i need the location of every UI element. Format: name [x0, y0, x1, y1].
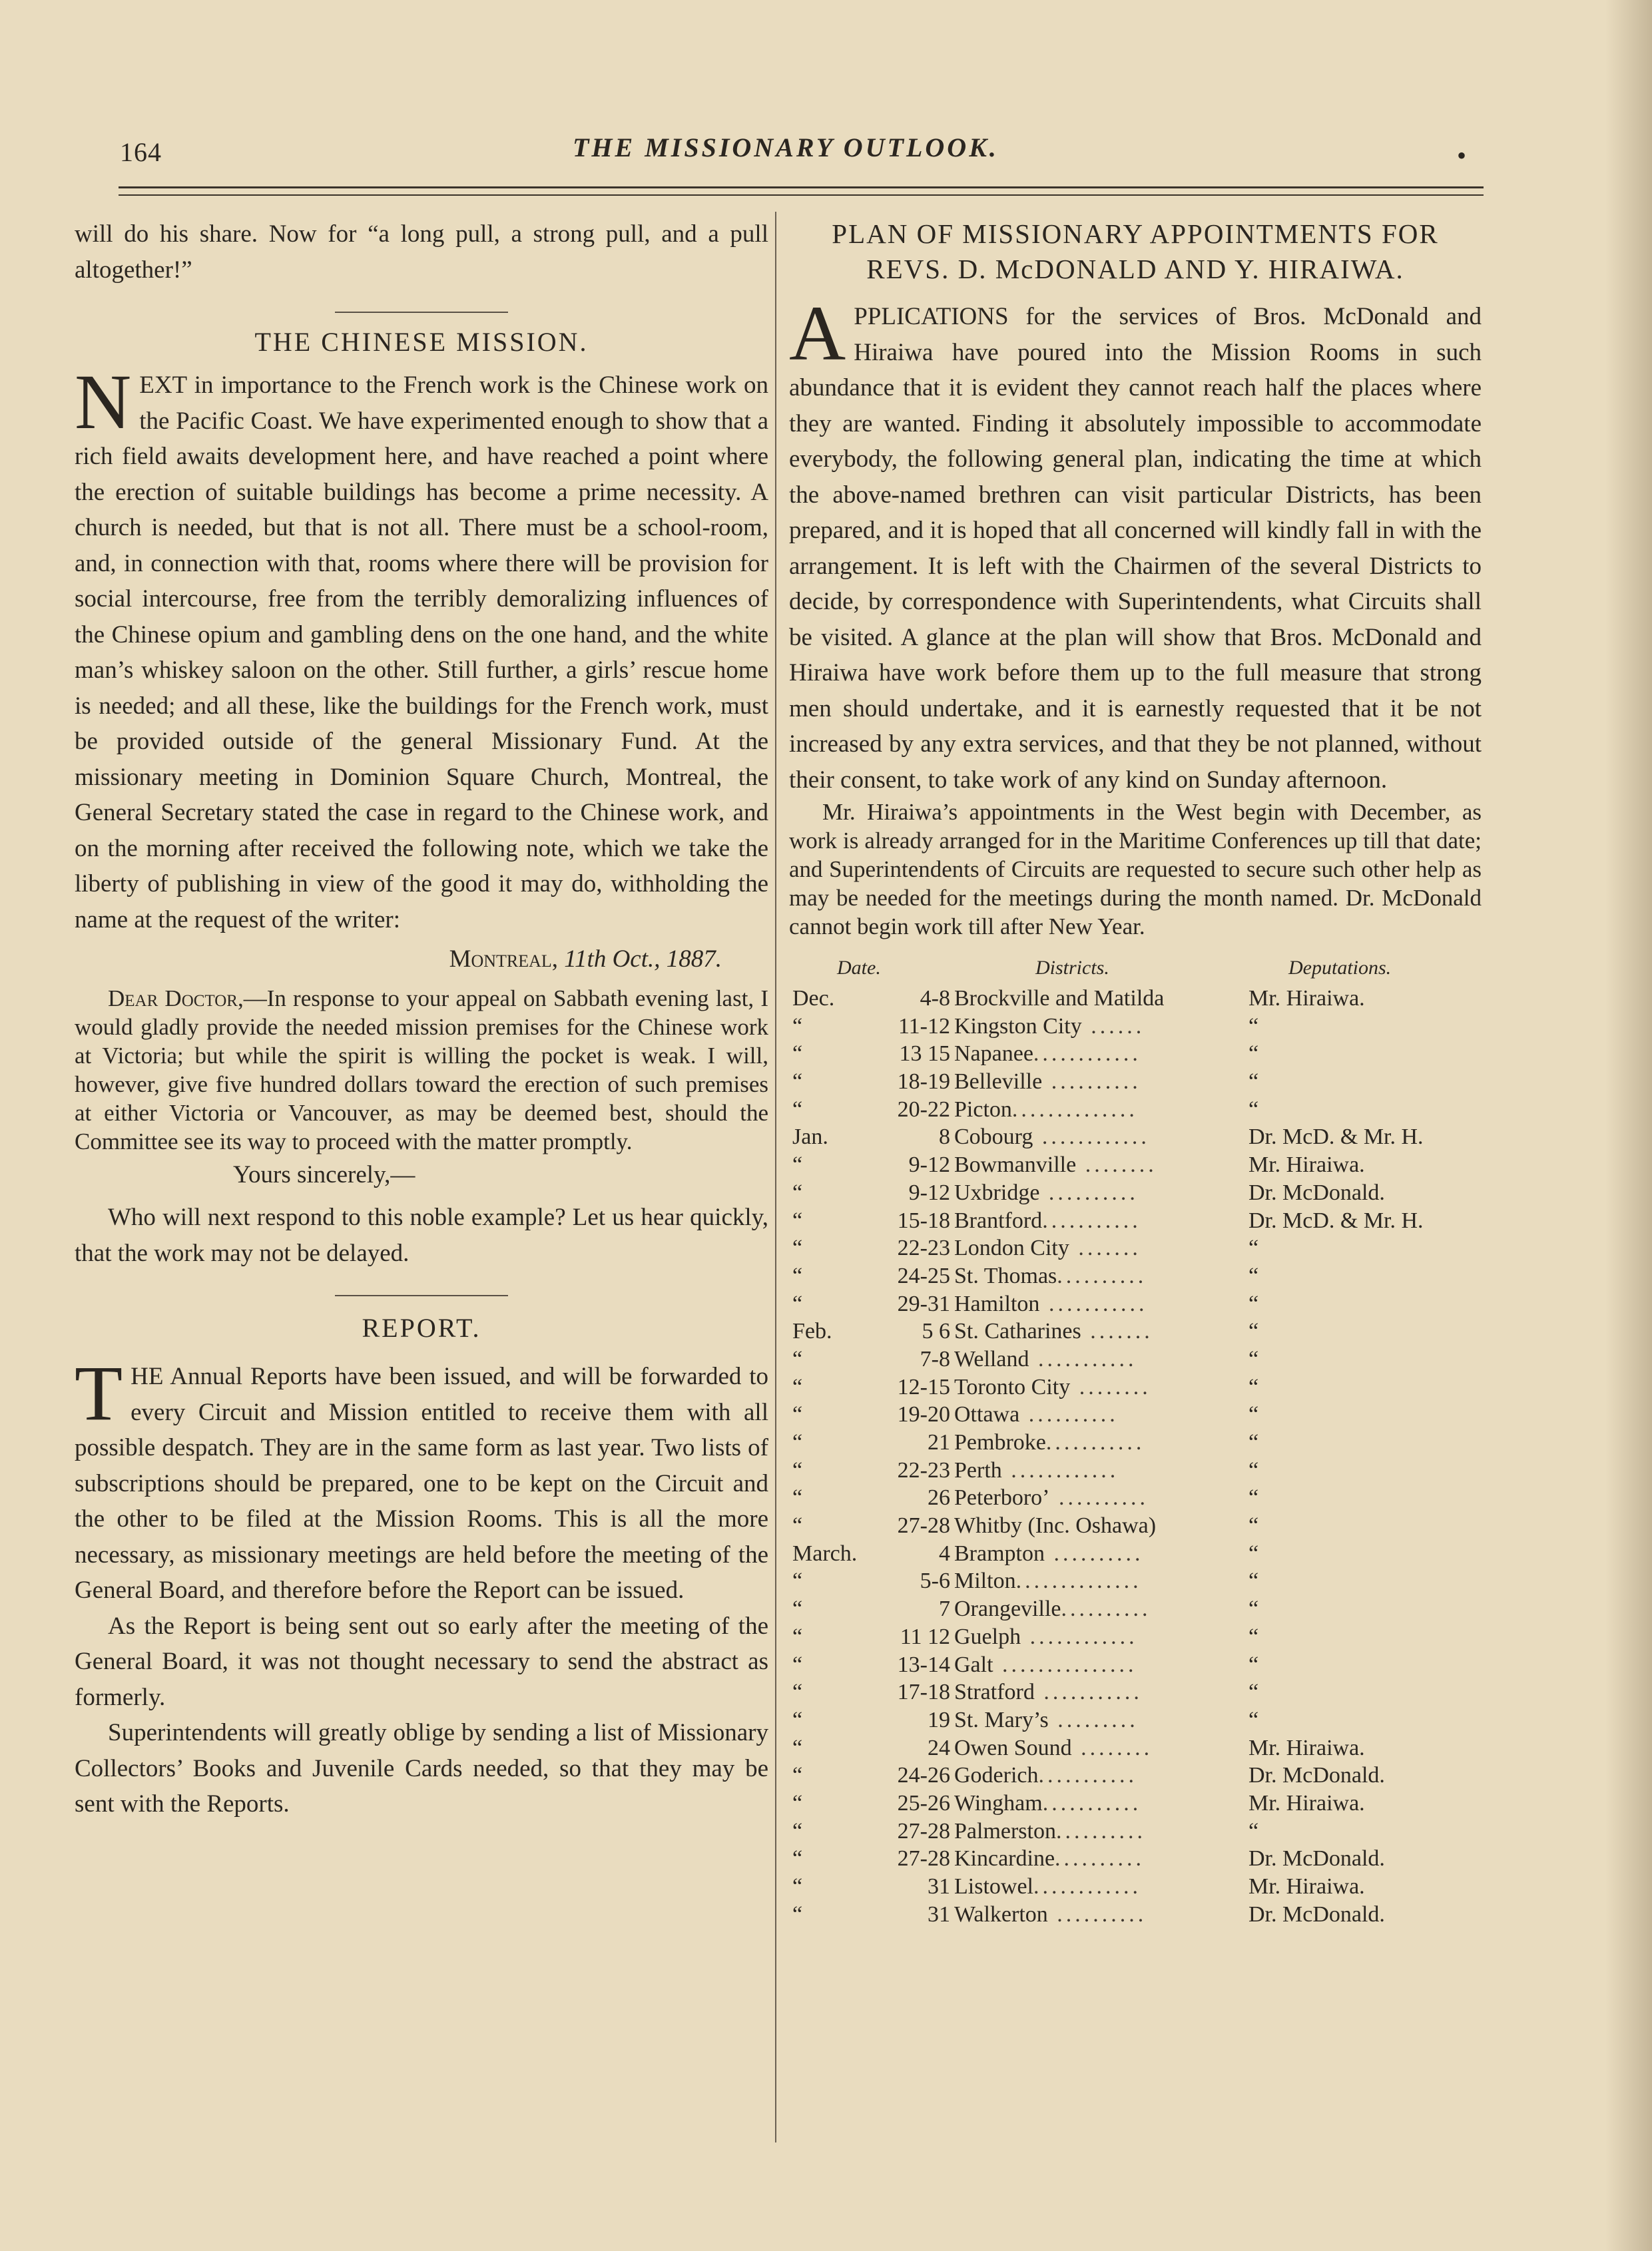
letter-text: —In response to your appeal on Sabbath evening last, I would gladly provide the needed mission premises for the Chinese work at Victoria; but while the spirit is willing the pocket is weak. I will, however, give five hundred dollars toward the erection of such premises at either Victoria or Vancouver, as may be deemed best, should the Committee see its way to proceed with the matter promptly.: [75, 985, 768, 1154]
schedule-row: [789, 1457, 1482, 1485]
schedule-row: [789, 1013, 1482, 1041]
schedule-deputation: “: [1248, 1069, 1259, 1095]
schedule-deputation: “: [1248, 1569, 1259, 1594]
dot-leader: ...........: [1042, 1208, 1141, 1233]
dot-leader: ..........: [1049, 1485, 1149, 1511]
schedule-district-name: Napanee: [954, 1041, 1033, 1067]
schedule-district-name: Belleville: [954, 1069, 1043, 1095]
schedule-days: 12-15: [897, 1374, 950, 1399]
report-body: [75, 1350, 768, 1609]
schedule-days: 4-8: [920, 986, 950, 1011]
schedule-district-name: Brantford: [954, 1208, 1043, 1233]
dot-leader: ..........: [1057, 1263, 1147, 1288]
schedule-row: [789, 1123, 1482, 1151]
letter-salutation: Dear Doctor,: [108, 985, 244, 1011]
schedule-days: 17-18: [897, 1680, 950, 1705]
schedule-deputation: “: [1248, 1624, 1259, 1649]
plan-paragraph-2-wrap: [789, 798, 1482, 941]
schedule-days: 22-23: [897, 1236, 950, 1261]
schedule-days: 24-25: [897, 1263, 950, 1288]
schedule-days: 19: [928, 1707, 950, 1732]
dateline-date: 11th Oct., 1887.: [564, 945, 722, 973]
schedule-district-name: Listowel: [954, 1874, 1033, 1899]
schedule-deputation: “: [1248, 1041, 1259, 1067]
schedule-deputation: Dr. McD. & Mr. H.: [1248, 1208, 1424, 1233]
letter-dateline: [75, 940, 768, 979]
dot-leader: ............: [1033, 1874, 1141, 1899]
dot-leader: ...........: [1045, 1430, 1145, 1455]
schedule-month: “: [792, 1652, 803, 1677]
dot-leader: ........: [1070, 1374, 1151, 1399]
schedule-deputation: “: [1248, 1680, 1259, 1705]
dot-leader: .......: [1081, 1319, 1153, 1344]
schedule-days: 27-28: [897, 1513, 950, 1539]
schedule-month: “: [792, 1763, 803, 1788]
schedule-days: 9-12: [908, 1152, 950, 1178]
schedule-month: “: [792, 1901, 803, 1927]
chinese-mission-text: EXT in importance to the French work is the Chinese work on the Pacific Coast. We have experimented enough to show that a rich field awaits development here, and have reached a point where the erection of suitable buildings has become a prime necessity. A church is needed, but that is not all. There must be a school-room, and, in connection with that, rooms where there will be provision for social intercourse, free from the terribly demoralizing influences of the Chinese opium and gambling dens on the one hand, and the white man’s whiskey saloon on the other. Still further, a girls’ rescue home is needed; and all these, like the buildings for the French work, must be provided outside of the general Missionary Fund. At the missionary meeting in Dominion Square Church, Montreal, the General Secretary stated the case in regard to the Chinese work, and on the morning after received the following note, which we take the liberty of publishing in view of the good it may do, withholding the name at the request of the writer:: [75, 372, 768, 933]
schedule-month: Jan.: [792, 1125, 828, 1150]
left-column: [75, 216, 768, 1822]
schedule-deputation: “: [1248, 1652, 1259, 1677]
schedule-deputation: “: [1248, 1818, 1259, 1844]
schedule-row: [789, 1484, 1482, 1512]
schedule-deputation: Dr. McD. & Mr. H.: [1248, 1125, 1424, 1150]
header-rule: [119, 186, 1484, 188]
schedule-row: [789, 1762, 1482, 1790]
schedule-days: 11 12: [900, 1624, 950, 1649]
schedule-district-name: Brampton: [954, 1541, 1045, 1566]
schedule-row: [789, 1401, 1482, 1429]
dot-leader: ..........: [1055, 1818, 1146, 1844]
schedule-days: 15-18: [897, 1208, 950, 1233]
schedule-district-name: London City: [954, 1236, 1069, 1261]
dot-leader: ........: [1076, 1152, 1157, 1178]
dot-leader: ..........: [1042, 1069, 1141, 1095]
schedule-row: [789, 1873, 1482, 1901]
schedule-district-name: St. Mary’s: [954, 1707, 1049, 1732]
schedule-row: [789, 1290, 1482, 1318]
dot-leader: ..........: [1044, 1541, 1144, 1566]
schedule-days: 27-28: [897, 1818, 950, 1844]
schedule-month: Feb.: [792, 1319, 832, 1344]
schedule-header-districts: Districts.: [1035, 957, 1109, 979]
schedule-month: “: [792, 1402, 803, 1427]
dot-leader: ..........: [1039, 1180, 1139, 1205]
schedule-district-name: Bowmanville: [954, 1152, 1077, 1178]
chinese-mission-closing: Who will next respond to this noble example? Let us hear quickly, that the work may not be delayed.: [75, 1204, 768, 1267]
plan-text: PPLICATIONS for the services of Bros. McDonald and Hiraiwa have poured into the Mission Rooms in such abundance that it is evident they cannot reach half the places where they are wanted. Finding it absolutely impossible to accommodate everybody, the following general plan, indicating the time at which the above-named brethren can visit particular Districts, has been prepared, and it is hoped that all concerned will kindly fall in with the arrangement. It is left with the Chairmen of the several Districts to decide, by correspondence with Superintendents, what Circuits shall be visited. A glance at the plan will show that Bros. McDonald and Hiraiwa have work before them up to the full measure that strong men should undertake, and it is earnestly requested that it be not increased by any extra services, and that they be not planned, without their consent, to take work of any kind on Sunday afternoon.: [789, 303, 1482, 794]
schedule-district-name: Uxbridge: [954, 1180, 1040, 1205]
schedule-month: “: [792, 1236, 803, 1261]
schedule-table: [789, 985, 1482, 1928]
schedule-row: [789, 1374, 1482, 1401]
schedule-district-name: Milton: [954, 1569, 1016, 1594]
dot-leader: ............: [1033, 1041, 1141, 1067]
schedule-days: 24: [928, 1735, 950, 1760]
report-paragraph-3: Superintendents will greatly oblige by sending a list of Missionary Collectors’ Books and Juvenile Cards needed, so that they may be sent with the Reports.: [75, 1719, 768, 1818]
schedule-district-name: Ottawa: [954, 1402, 1020, 1427]
schedule-deputation: “: [1248, 1291, 1259, 1316]
continued-paragraph: will do his share. Now for “a long pull, a strong pull, and a pull altogether!”: [75, 220, 768, 284]
schedule-month: “: [792, 1430, 803, 1455]
schedule-district-name: Brockville and Matilda: [954, 986, 1165, 1011]
schedule-row: [789, 1790, 1482, 1818]
dropcap-t: T: [75, 1350, 123, 1437]
schedule-district-name: Owen Sound: [954, 1735, 1072, 1760]
letter-signoff: Yours sincerely,—: [233, 1161, 415, 1188]
schedule-row: [789, 1512, 1482, 1540]
schedule-deputation: Mr. Hiraiwa.: [1248, 986, 1365, 1011]
schedule-month: “: [792, 1790, 803, 1816]
dot-leader: .........: [1048, 1707, 1139, 1732]
schedule-deputation: “: [1248, 1707, 1259, 1732]
schedule-district-name: Pembroke: [954, 1430, 1046, 1455]
schedule-district-name: Welland: [954, 1346, 1029, 1372]
dot-leader: ............: [1033, 1125, 1150, 1150]
column-divider: [775, 212, 776, 2142]
schedule-days: 13-14: [897, 1652, 950, 1677]
schedule-row: [789, 1068, 1482, 1096]
schedule-row: [789, 1346, 1482, 1374]
schedule-district-name: Whitby (Inc. Oshawa): [954, 1513, 1157, 1539]
schedule-month: “: [792, 1291, 803, 1316]
schedule-district-name: Toronto City: [954, 1374, 1071, 1399]
schedule-deputation: Mr. Hiraiwa.: [1248, 1735, 1365, 1760]
schedule-deputation: “: [1248, 1263, 1259, 1288]
schedule-month: “: [792, 1846, 803, 1872]
dot-leader: ...........: [1029, 1346, 1137, 1372]
schedule-deputation: Dr. McDonald.: [1248, 1180, 1385, 1205]
schedule-month: “: [792, 1208, 803, 1233]
schedule-month: “: [792, 1707, 803, 1732]
schedule-deputation: “: [1248, 1319, 1259, 1344]
schedule-days: 7-8: [920, 1346, 950, 1372]
schedule-month: “: [792, 1597, 803, 1622]
schedule-district-name: Perth: [954, 1457, 1002, 1483]
chinese-mission-body: [75, 358, 768, 937]
schedule-header-deputations: Deputations.: [1288, 957, 1392, 979]
schedule-days: 31: [928, 1901, 950, 1927]
schedule-days: 20-22: [897, 1097, 950, 1122]
schedule-days: 27-28: [897, 1846, 950, 1872]
dot-leader: ...........: [1038, 1763, 1138, 1788]
schedule-district-name: Kingston City: [954, 1013, 1082, 1039]
schedule-days: 9-12: [908, 1180, 950, 1205]
plan-paragraph-2: Mr. Hiraiwa’s appointments in the West begin with December, as work is already arranged for in the Maritime Conferences up till that date; and Superintendents of Circuits are requested to secure such other help as may be needed for the meetings during the month named. Dr. McDonald cannot begin work till after New Year.: [789, 799, 1482, 939]
dropcap-n: N: [75, 358, 132, 445]
dot-leader: ..........: [1047, 1901, 1147, 1927]
schedule-header: [789, 951, 1482, 985]
dot-leader: ..........: [1019, 1402, 1119, 1427]
schedule-month: “: [792, 1097, 803, 1122]
schedule-days: 22-23: [897, 1457, 950, 1483]
dot-leader: ...........: [1039, 1291, 1148, 1316]
schedule-district-name: Peterboro’: [954, 1485, 1050, 1511]
schedule-row: [789, 1096, 1482, 1124]
letter: [75, 984, 768, 1156]
schedule-days: 25-26: [897, 1790, 950, 1816]
schedule-month: “: [792, 1346, 803, 1372]
schedule-row: [789, 1706, 1482, 1734]
schedule-month: “: [792, 1569, 803, 1594]
dot-leader: ............: [1001, 1457, 1119, 1483]
schedule-deputation: Mr. Hiraiwa.: [1248, 1874, 1365, 1899]
dot-leader: ..........: [1055, 1846, 1145, 1872]
schedule-days: 18-19: [897, 1069, 950, 1095]
schedule-days: 19-20: [897, 1402, 950, 1427]
schedule-days: 21: [928, 1430, 950, 1455]
dot-leader: ...........: [1042, 1790, 1142, 1816]
schedule-deputation: Mr. Hiraiwa.: [1248, 1790, 1365, 1816]
plan-body: [789, 290, 1482, 798]
schedule-month: “: [792, 1818, 803, 1844]
schedule-row: [789, 1318, 1482, 1346]
schedule-deputation: “: [1248, 1430, 1259, 1455]
dropcap-a: A: [789, 290, 846, 377]
dot-leader: ............: [1021, 1624, 1138, 1649]
schedule-district-name: Orangeville: [954, 1597, 1061, 1622]
dot-leader: ..............: [1015, 1569, 1142, 1594]
schedule-deputation: “: [1248, 1597, 1259, 1622]
schedule-row: [789, 1429, 1482, 1457]
schedule-header-date: Date.: [837, 957, 881, 979]
schedule-row: [789, 1540, 1482, 1568]
schedule-row: [789, 1595, 1482, 1623]
schedule-month: March.: [792, 1541, 858, 1566]
schedule-row: [789, 1818, 1482, 1846]
page-edge-shadow: [1605, 0, 1652, 2251]
schedule-month: “: [792, 1874, 803, 1899]
dot-leader: ..............: [1011, 1097, 1138, 1122]
schedule-row: [789, 1567, 1482, 1595]
stray-mark: •: [1457, 140, 1467, 170]
dot-leader: ........: [1071, 1735, 1153, 1760]
schedule-district-name: Stratford: [954, 1680, 1035, 1705]
schedule-row: [789, 1207, 1482, 1235]
running-title: THE MISSIONARY OUTLOOK.: [573, 132, 999, 162]
schedule-month: “: [792, 1013, 803, 1039]
schedule-days: 24-26: [897, 1763, 950, 1788]
schedule-district-name: Galt: [954, 1652, 993, 1677]
plan-heading-line1: PLAN OF MISSIONARY APPOINTMENTS FOR: [832, 218, 1439, 249]
schedule-month: “: [792, 1485, 803, 1511]
schedule-row: [789, 1623, 1482, 1651]
schedule-district-name: Cobourg: [954, 1125, 1033, 1150]
schedule-row: [789, 1901, 1482, 1929]
header-rule-thin: [119, 194, 1484, 196]
schedule-deputation: “: [1248, 1513, 1259, 1539]
schedule-district-name: Kincardine: [954, 1846, 1055, 1872]
schedule-days: 5 6: [922, 1319, 950, 1344]
schedule-deputation: Dr. McDonald.: [1248, 1846, 1385, 1872]
dot-leader: ...............: [993, 1652, 1137, 1677]
schedule-month: “: [792, 1041, 803, 1067]
letter-body: [75, 984, 768, 1156]
schedule-row: [789, 1734, 1482, 1762]
schedule-days: 5-6: [920, 1569, 950, 1594]
schedule-days: 8: [939, 1125, 950, 1150]
schedule-deputation: “: [1248, 1485, 1259, 1511]
schedule-month: “: [792, 1152, 803, 1178]
report-paragraph-2: As the Report is being sent out so early after the meeting of the General Board, it was not thought necessary to send the abstract as formerly.: [75, 1612, 768, 1711]
schedule-row: [789, 1179, 1482, 1207]
schedule-days: 29-31: [897, 1291, 950, 1316]
schedule-row: [789, 1040, 1482, 1068]
schedule-deputation: “: [1248, 1013, 1259, 1039]
schedule-district-name: Walkerton: [954, 1901, 1048, 1927]
schedule-district-name: Goderich: [954, 1763, 1039, 1788]
schedule-days: 26: [928, 1485, 950, 1511]
schedule-deputation: “: [1248, 1374, 1259, 1399]
schedule-district-name: St. Thomas: [954, 1263, 1057, 1288]
schedule-row: [789, 985, 1482, 1013]
schedule-row: [789, 1151, 1482, 1179]
schedule-month: “: [792, 1263, 803, 1288]
page-number: 164: [120, 137, 162, 167]
schedule-deputation: Mr. Hiraiwa.: [1248, 1152, 1365, 1178]
schedule-days: 7: [939, 1597, 950, 1622]
chinese-mission-heading: THE CHINESE MISSION.: [254, 327, 589, 357]
dateline-place: Montreal,: [449, 945, 559, 973]
schedule-days: 31: [928, 1874, 950, 1899]
schedule-deputation: “: [1248, 1346, 1259, 1372]
schedule-month: “: [792, 1180, 803, 1205]
schedule-month: “: [792, 1457, 803, 1483]
schedule-month: Dec.: [792, 986, 835, 1011]
schedule-deputation: “: [1248, 1236, 1259, 1261]
schedule-row: [789, 1845, 1482, 1873]
schedule-month: “: [792, 1513, 803, 1539]
schedule-district-name: Palmerston: [954, 1818, 1056, 1844]
schedule-deputation: “: [1248, 1457, 1259, 1483]
report-heading: REPORT.: [362, 1313, 481, 1343]
dot-leader: .......: [1069, 1236, 1141, 1261]
schedule-district-name: Wingham: [954, 1790, 1043, 1816]
schedule-month: “: [792, 1735, 803, 1760]
report-text: HE Annual Reports have been issued, and will be forwarded to every Circuit and Mission entitled to receive them with all possible despatch. They are in the same form as last year. Two lists of subscriptions should be prepared, one to be kept on the Circuit and the other to be filed at the Mission Rooms. This is all the more necessary, as missionary meetings are held before the meeting of the General Board, and therefore before the Report can be issued.: [75, 1363, 768, 1604]
schedule-row: [789, 1678, 1482, 1706]
schedule-deputation: “: [1248, 1402, 1259, 1427]
schedule-days: 4: [939, 1541, 950, 1566]
right-column: [789, 216, 1482, 1928]
schedule-district-name: Guelph: [954, 1624, 1021, 1649]
schedule-row: [789, 1234, 1482, 1262]
schedule-row: [789, 1651, 1482, 1679]
plan-heading-line2: REVS. D. McDONALD AND Y. HIRAIWA.: [866, 254, 1404, 284]
schedule-month: “: [792, 1680, 803, 1705]
dot-leader: ...........: [1034, 1680, 1143, 1705]
schedule-deputation: “: [1248, 1097, 1259, 1122]
schedule-row: [789, 1262, 1482, 1290]
schedule-month: “: [792, 1069, 803, 1095]
schedule-district-name: Picton: [954, 1097, 1012, 1122]
schedule-deputation: “: [1248, 1541, 1259, 1566]
schedule-district-name: Hamilton: [954, 1291, 1040, 1316]
schedule-month: “: [792, 1624, 803, 1649]
schedule-district-name: St. Catharines: [954, 1319, 1081, 1344]
schedule-days: 11-12: [898, 1013, 950, 1039]
schedule-days: 13 15: [899, 1041, 950, 1067]
schedule-deputation: Dr. McDonald.: [1248, 1763, 1385, 1788]
schedule-deputation: Dr. McDonald.: [1248, 1901, 1385, 1927]
dot-leader: ..........: [1061, 1597, 1151, 1622]
schedule-month: “: [792, 1374, 803, 1399]
dot-leader: ......: [1081, 1013, 1145, 1039]
